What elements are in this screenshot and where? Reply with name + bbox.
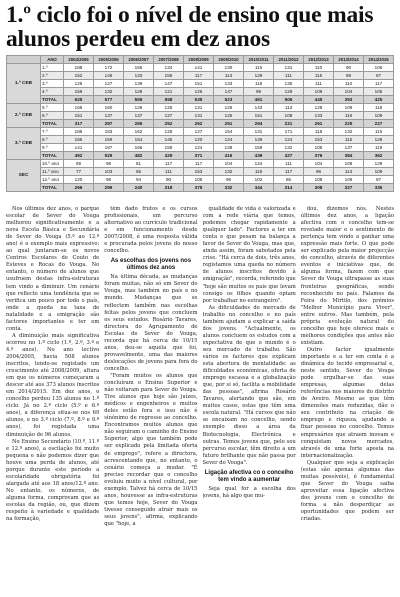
paragraph: Outro factor igualmente importante e a ter em conta é a dinâmica do tecido empresarial e, neste sentido, Sever do Vouga pode orgulhar-se das suas empresas, algumas delas referências nos maiores do distrito de Aveiro. Mesmo as que têm dimensões mais reduzidas, dão o seu contributo na criação de emprego e riqueza, ajudando a fixar pessoas no concelho. Temos empresários que atraem inovam e conquistam novos mercados, através de uma forte aposta na internacionalização. [300, 346, 394, 459]
table-cell: 131 [184, 104, 214, 112]
table-cell: 126 [214, 104, 244, 112]
table-cell: 86 [274, 176, 304, 184]
school-year-label: 10.º ano [41, 160, 64, 168]
table-cell: 376 [304, 152, 334, 160]
table-cell: 124 [244, 160, 274, 168]
table-cell: 104 [334, 88, 364, 96]
table-header-year: 2013/2014 [334, 56, 364, 64]
table-cell: 111 [154, 168, 184, 176]
school-year-label: 12.º ano [41, 176, 64, 184]
table-cell: 132 [214, 168, 244, 176]
table-cell: 127 [94, 80, 124, 88]
level-label: 2.º CEB [7, 104, 41, 128]
table-cell: 240 [124, 184, 154, 192]
table-header-year: 2005/2006 [94, 56, 124, 64]
table-cell: 90 [334, 64, 364, 72]
table-cell: 318 [154, 184, 184, 192]
table-cell: 152 [64, 72, 94, 80]
table-cell: 492 [64, 152, 94, 160]
table-cell: 445 [304, 96, 334, 104]
table-header-year: 2006/2007 [124, 56, 154, 64]
school-year-label: TOTAL [41, 152, 64, 160]
paragraph: Na última década, as mudanças foram muitas, não só em Sever do Vouga, mas também no país e no mundo. Mudanças que se reflectem também nas escolhas feitas pelos jovens que concluem os seus estudos. Rosário Tavares, directora do Agrupamento de Escolas de Sever do Vouga, recorda que há cerca de 10/15 anos, deu-se aquela que foi, provavelmente, uma das maiores deslocações de jovens para fora do concelho. [104, 274, 198, 372]
article-column-3 [203, 206, 296, 592]
table-cell: 461 [244, 96, 274, 104]
table-cell: 108 [304, 176, 334, 184]
table-cell: 147 [154, 80, 184, 88]
table-cell: 160 [94, 104, 124, 112]
table-row [7, 120, 394, 128]
table-row [7, 80, 394, 88]
table-cell: 183 [94, 128, 124, 136]
table-row [7, 160, 394, 168]
table-cell: 106 [334, 176, 364, 184]
table-row [7, 64, 394, 72]
table-cell: 154 [214, 128, 244, 136]
table-cell: 127 [154, 112, 184, 120]
table-cell: 90 [154, 176, 184, 184]
table-cell: 158 [154, 144, 184, 152]
table-cell: 159 [244, 144, 274, 152]
table-cell: 344 [244, 184, 274, 192]
table-cell: 129 [244, 72, 274, 80]
table-cell: 314 [274, 184, 304, 192]
table-cell: 115 [304, 72, 334, 80]
table-cell: 124 [274, 136, 304, 144]
table-cell: 317 [64, 120, 94, 128]
table-cell: 145 [154, 136, 184, 144]
table-cell: 117 [184, 72, 214, 80]
table-cell: 133 [124, 72, 154, 80]
table-cell: 77 [64, 168, 94, 176]
table-cell: 104 [304, 160, 334, 168]
table-cell: 69 [64, 160, 94, 168]
table-cell: 439 [244, 152, 274, 160]
table-cell: 113 [334, 168, 364, 176]
table-cell: 149 [244, 136, 274, 144]
table-cell: 151 [244, 112, 274, 120]
table-cell: 625 [64, 96, 94, 104]
table-row [7, 176, 394, 184]
table-cell: 225 [334, 120, 364, 128]
table-cell: 172 [94, 64, 124, 72]
table-cell: 116 [334, 112, 364, 120]
table-cell: 113 [274, 104, 304, 112]
school-year-label: 4.º [41, 88, 64, 96]
table-cell: 147 [214, 88, 244, 96]
table-cell: 166 [64, 104, 94, 112]
table-row [7, 152, 394, 160]
table-cell: 265 [124, 120, 154, 128]
school-year-label: 2.º [41, 72, 64, 80]
table-cell: 118 [244, 80, 274, 88]
article-column-1 [6, 206, 99, 592]
table-row [7, 96, 394, 104]
table-cell: 131 [274, 64, 304, 72]
table-cell: 113 [214, 72, 244, 80]
table-cell: 115 [364, 128, 394, 136]
table-cell: 106 [364, 64, 394, 72]
table-header-row [7, 56, 394, 64]
paragraph: As dificuldades do mercado de trabalho no concelho e no país também ajudam a explicar a saída dos jovens. "Actualmente, os alunos concluem os estudos com a expectativa de que o mundo é o seu mercado de trabalho. São vários os factores que explicam esta abertura de mentalidade: as dificuldades económicas, oferta de emprego escassa e a globalização que, por si só, facilita a mobilidade das pessoas", afirma Rosário Tavares, alertando que são, em muitos casos, estas que têm uma escola natural. "Há cursos que não se encaixam no concelho, sendo exemplo disso a área da Biotecnologia, Electrónica e outras. Temos jovens que, pelo seu percurso escolar, têm direito a um futuro brilhante que não passa por Sever do Vouga". [202, 304, 296, 466]
table-header-year: 2012/2013 [304, 56, 334, 64]
table-cell: 132 [274, 144, 304, 152]
table-cell: 126 [184, 88, 214, 96]
table-cell: 523 [214, 96, 244, 104]
paragraph: No Ensino Secundário (10.º, 11.º e 12.º anos), a oscilação foi muito pequena e não podemos dizer que houve uma perda de alunos, até porque durante este período a escolaridade obrigatória foi alargada até aos 18 anos/12.º ano. No entanto, os números, de alguma forma, comprovam que as escolas da região, ou, que dizem respeito à variedade e qualidade na formação, [6, 438, 100, 523]
paragraph: Nos últimos dez anos, o parque escolar de Sever do Vouga melhorou significativamente e a nova Escola Básica e Secundária de Sever do Vouga (5.º ao 12.º ano) é o exemplo mais expressivo; ao qual juntaram-se os novos Centros Escolares de Couto de Esteves e Rocas do Vouga. No entanto, o número de alunos que usufruem destas infra-estruturas tem vindo a diminuir. Um cenário que reflecte uma tendência que se verifica um pouco por todo o país, onde a queda na taxa de natalidade e a emigração são factores importantes e ter em conta. [6, 206, 100, 332]
table-cell: 266 [64, 184, 94, 192]
table-cell: 555 [124, 96, 154, 104]
table-cell: 188 [64, 64, 94, 72]
table-cell: 137 [334, 144, 364, 152]
article-column-4 [301, 206, 394, 592]
table-cell: 134 [154, 64, 184, 72]
table-cell: 221 [274, 120, 304, 128]
table-cell: 99 [244, 88, 274, 96]
table-cell: 109 [364, 112, 394, 120]
table-cell: 97 [364, 72, 394, 80]
column-3-body [203, 206, 296, 467]
table-cell: 143 [244, 104, 274, 112]
table-cell: 118 [364, 104, 394, 112]
table-cell: 119 [364, 144, 394, 152]
table-cell: 252 [154, 120, 184, 128]
table-cell: 111 [274, 160, 304, 168]
table-row [7, 184, 394, 192]
table-cell: 262 [184, 120, 214, 128]
table-cell: 128 [124, 104, 154, 112]
level-label: 3.º CEB [7, 128, 41, 160]
paragraph: Qualquer que seja a explicação (estas são apenas algumas das muitas possíveis), é fundamental que Sever do Vouga saiba aproveitar essa ligação afectiva dos jovens com o concelho de forma a não desperdiçar as oportunidades que podem ser criadas. [300, 459, 394, 523]
table-cell: 171 [274, 128, 304, 136]
table-row [7, 112, 394, 120]
headline: 1.º ciclo foi o nível de ensino que mais alunos perdeu em dez anos [6, 2, 374, 52]
table-cell: 141 [184, 64, 214, 72]
table-cell: 375 [184, 184, 214, 192]
table-cell: 109 [304, 88, 334, 96]
table-cell: 125 [214, 112, 244, 120]
table-header-year: 2014/2015 [364, 56, 394, 64]
table-cell: 121 [154, 88, 184, 96]
table-cell: 133 [214, 80, 244, 88]
table-cell: 103 [94, 168, 124, 176]
table-cell: 153 [304, 136, 334, 144]
paragraph: Seja qual for a escolha dos jovens, há algo que mu- [202, 485, 296, 499]
table-cell: 108 [274, 112, 304, 120]
table-cell: 115 [334, 136, 364, 144]
table-cell: 129 [274, 88, 304, 96]
level-label: SEC [7, 160, 41, 192]
paragraph: têm dado frutos e os cursos profissionais, um percurso alternativo ao currículo tradicional e em funcionamento desde 2007/2008, é uma resposta válida e procurada pelos jovens do nosso concelho. [104, 206, 198, 255]
table-cell: 155 [124, 64, 154, 72]
table-cell: 125 [154, 104, 184, 112]
table-row [7, 88, 394, 96]
table-cell: 118 [304, 128, 334, 136]
students-table [6, 55, 394, 192]
table-cell: 98 [94, 176, 124, 184]
table-cell: 111 [274, 72, 304, 80]
table-cell: 127 [184, 128, 214, 136]
article-header [6, 3, 394, 192]
table-cell: 362 [364, 152, 394, 160]
table-cell: 151 [64, 112, 94, 120]
table-cell: 128 [124, 88, 154, 96]
table-cell: 96 [214, 176, 244, 184]
table-cell: 261 [304, 120, 334, 128]
table-cell: 128 [304, 104, 334, 112]
table-cell: 154 [124, 136, 154, 144]
table-cell: 135 [274, 80, 304, 88]
table-cell: 132 [334, 128, 364, 136]
table-cell: 308 [304, 184, 334, 192]
table-cell: 577 [94, 96, 124, 104]
table-cell: 105 [184, 176, 214, 184]
table-cell: 105 [304, 144, 334, 152]
table-cell: 227 [364, 120, 394, 128]
table-header-year: 2004/2005 [64, 56, 94, 64]
column-2-body [104, 274, 197, 528]
table-cell: 186 [64, 128, 94, 136]
table-cell: 105 [364, 88, 394, 96]
school-year-label: 1.º [41, 64, 64, 72]
school-year-label: 8.º [41, 136, 64, 144]
table-cell: 159 [64, 88, 94, 96]
school-year-label: 5.º [41, 104, 64, 112]
table-cell: 139 [124, 80, 154, 88]
table-cell: 166 [124, 144, 154, 152]
table-cell: 117 [184, 160, 214, 168]
table-corner [7, 56, 41, 64]
table-cell: 393 [334, 96, 364, 104]
table-row [7, 72, 394, 80]
paragraph: dou, dizemos nós. Nestes últimos dez anos, a ligação afectiva com o concelho tem-se revelado maior e o sentimento de pertença tem vindo a ganhar uma expressão mais forte. O que pode ser explicado pela maior projecção do concelho, através de diferentes eventos e iniciativas que, de alguma forma, fazem com que Sever do Vouga ultrapasse as suas fronteiras geográficas, sendo reconhecido no país. Falamos da Feira do Mirtilo, dos prémios "Melhor Município para Viver", entre outros. Mas também, pela própria evolução natural do concelho que hoje oferece mais e melhores condições que antes não existiam. [300, 206, 394, 346]
article-column-2 [104, 206, 197, 592]
table-header-year: 2008/2009 [184, 56, 214, 64]
table-cell: 131 [184, 112, 214, 120]
table-cell: 120 [184, 136, 214, 144]
table-cell: 102 [244, 176, 274, 184]
school-year-label: TOTAL [41, 120, 64, 128]
table-header-ano: ANO [41, 56, 64, 64]
table-cell: 130 [214, 64, 244, 72]
table-cell: 159 [94, 136, 124, 144]
table-cell: 132 [94, 88, 124, 96]
table-cell: 425 [364, 96, 394, 104]
table-cell: 94 [124, 176, 154, 184]
paragraph: A diminuição mais significativa ocorreu no 1.º ciclo (1.º, 2.º, 3.º e 4.º anos). No ano lectivo 2004/2005, havia 508 alunos inscritos, tendo-se registado um crescimento até 2008/2009, altura em que os números começaram a descer até aos 373 alunos inscritos em 2014/2015. Em dez anos, o concelho perdeu 135 alunos no 1.º ciclo. Já no 2.º ciclo (5.º e 6.º anos), a diferença situa-se nos 69 alunos, e no 3.º ciclo (7.º, 8.º e 9.º anos), foi registada uma diminuição de 96 alunos. [6, 332, 100, 438]
table-cell: 294 [244, 120, 274, 128]
table-cell: 327 [334, 184, 364, 192]
table-cell: 98 [94, 160, 124, 168]
table-cell: 151 [184, 80, 214, 88]
school-year-label: TOTAL [41, 184, 64, 192]
subheading: Ligação afectiva co o concelho tem vindo a aumentar [204, 469, 294, 483]
table-cell: 153 [184, 168, 214, 176]
table-cell: 297 [94, 120, 124, 128]
table-cell: 120 [64, 176, 94, 184]
table-cell: 251 [214, 120, 244, 128]
table-cell: 115 [244, 64, 274, 72]
school-year-label: 7.º [41, 128, 64, 136]
table-cell: 429 [154, 152, 184, 160]
table-cell: 117 [274, 168, 304, 176]
paragraph: "Foram muitos os alunos que concluíram o Ensino Superior e não voltaram para Sever do Vouga. Tive alunos que hoje são juízes, médicos e engenheiros e muitos deles estão fora e isso não é sinónimo de regresso ao concelho. Encontramos muitos alunos que não seguiram o caminho do Ensino Superior, algo que também pode ser explicado pela limitada oferta de emprego", refere a directora, acrescentando que, no entanto, o cenário começa a mudar. "É preciso recordar que o concelho evoluiu muito a nível cultural, por exemplo. Talvez há cerca de 10/15 anos, houvesse as infra-estruturas que temos hoje, Sever do Vouga tivesse conseguido atrair mais os seus jovens", afirma, explicando que "hoje, a [104, 372, 198, 527]
table-cell: 110 [334, 80, 364, 88]
school-year-label: 9.º [41, 144, 64, 152]
table-cell: 124 [184, 144, 214, 152]
table-row [7, 168, 394, 176]
table-cell: 299 [94, 184, 124, 192]
table-header-year: 2011/2012 [274, 56, 304, 64]
table-cell: 97 [364, 176, 394, 184]
table-cell: 156 [154, 72, 184, 80]
table-row [7, 144, 394, 152]
table-row [7, 136, 394, 144]
table-cell: 162 [124, 128, 154, 136]
table-cell: 111 [304, 80, 334, 88]
table-cell: 108 [334, 160, 364, 168]
table-cell: 129 [364, 160, 394, 168]
table-cell: 104 [214, 160, 244, 168]
table-cell: 89 [334, 72, 364, 80]
school-year-label: 3.º [41, 80, 64, 88]
table-cell: 137 [124, 112, 154, 120]
table-cell: 138 [214, 144, 244, 152]
table-cell: 416 [214, 152, 244, 160]
table-cell: 332 [214, 184, 244, 192]
paragraph: qualidade de vida é valorizada e com a rede viária que temos, podemos chegar rapidamente a qualquer lado". Factores a ter em conta e que pesam na balança a favor de Sever do Vouga, mas que, ainda assim, foram sabotados pela crise. "Há cerca de dois, três anos, registamos uma queda no número de alunos inscritos devido à emigração", recorda, referindo que "hoje são muitos os pais que levam consigo os filhos quando optam por trabalhar no estrangeiro". [202, 206, 296, 304]
table-cell: 165 [64, 136, 94, 144]
table-cell: 128 [364, 136, 394, 144]
table-cell: 117 [154, 160, 184, 168]
table-cell: 65 [124, 168, 154, 176]
table-cell: 427 [274, 152, 304, 160]
table-header-year: 2010/2011 [244, 56, 274, 64]
table-cell: 126 [64, 80, 94, 88]
table-cell: 131 [244, 128, 274, 136]
table-cell: 96 [304, 168, 334, 176]
table-cell: 482 [124, 152, 154, 160]
school-year-label: 6.º [41, 112, 64, 120]
table-row [7, 128, 394, 136]
table-cell: 110 [304, 64, 334, 72]
table-header-year: 2007/2008 [154, 56, 184, 64]
table-cell: 146 [94, 72, 124, 80]
table-cell: 506 [274, 96, 304, 104]
table-body [7, 64, 394, 192]
table-cell: 558 [154, 96, 184, 104]
table-header-year: 2009/2010 [214, 56, 244, 64]
table-cell: 109 [334, 104, 364, 112]
table-row [7, 104, 394, 112]
table-cell: 529 [94, 152, 124, 160]
article-body [6, 206, 394, 592]
table-cell: 371 [184, 152, 214, 160]
level-label: 1.º CEB [7, 64, 41, 104]
subheading: As escolhas dos jovens nos últimos dez anos [110, 258, 192, 272]
table-cell: 335 [364, 184, 394, 192]
table-cell: 118 [244, 168, 274, 176]
table-cell: 535 [184, 96, 214, 104]
table-cell: 124 [214, 136, 244, 144]
table-cell: 117 [364, 80, 394, 88]
table-cell: 141 [64, 144, 94, 152]
school-year-label: 11.º ano [41, 168, 64, 176]
table-cell: 126 [154, 128, 184, 136]
table-cell: 109 [364, 168, 394, 176]
table-cell: 137 [94, 112, 124, 120]
table-cell: 133 [304, 112, 334, 120]
school-year-label: TOTAL [41, 96, 64, 104]
table-cell: 81 [124, 160, 154, 168]
table-cell: 187 [94, 144, 124, 152]
table-cell: 384 [334, 152, 364, 160]
